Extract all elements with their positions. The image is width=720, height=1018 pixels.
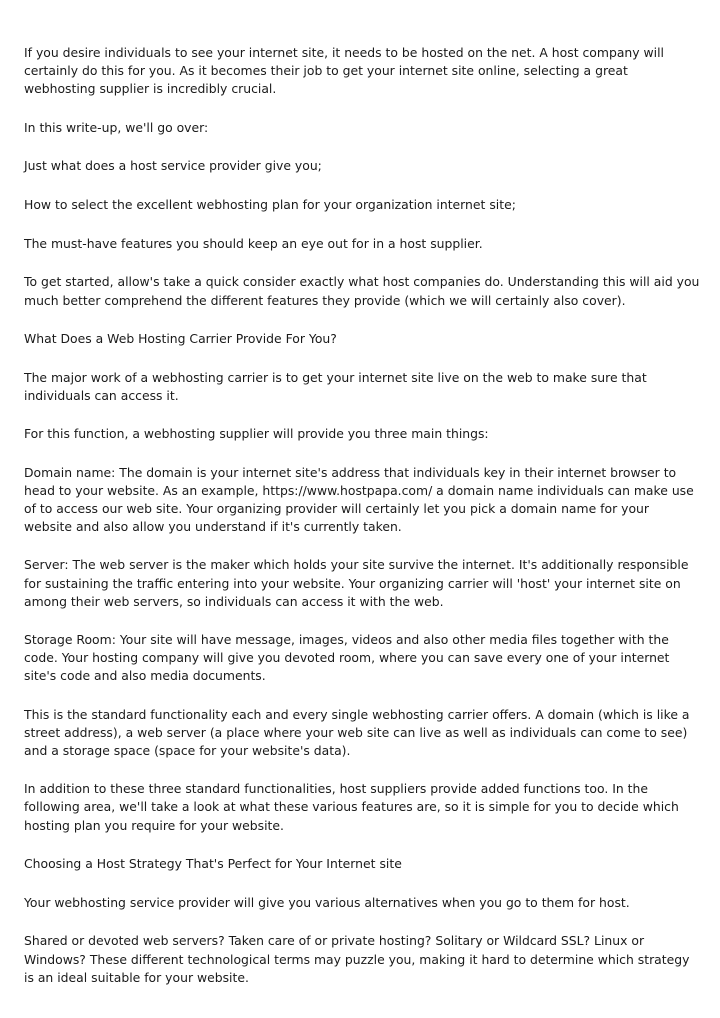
paragraph-point-2: How to select the excellent webhosting plan for your organization internet site; [24, 197, 516, 213]
paragraph-domain-name: Domain name: The domain is your internet site's address that individuals key in their internet browser to head to your website. As an example, https://www.hostpapa.com/ a domain name individuals can make use of to access our web site. Your organizing provider will certainly let you pick a domain name for your website and also allow you understand if it's currently taken. [24, 464, 694, 535]
paragraph-standard-functionality: This is the standard functionality each and every single webhosting carrier offers. A domain (which is like a street address), a web server (a place where your web site can live as well as individuals can come to see) and a storage space (space for your website's data). [24, 706, 690, 759]
section-heading-choosing: Choosing a Host Strategy That's Perfect for Your Internet site [24, 855, 402, 871]
paragraph-three-things: For this function, a webhosting supplier will provide you three main things: [24, 425, 489, 441]
paragraph-intro: If you desire individuals to see your internet site, it needs to be hosted on the net. A host company will certainly do this for you. As it becomes their job to get your internet site online, selecting a great webhosting supplier is incredibly crucial. [24, 45, 664, 97]
paragraph-getting-started: To get started, allow's take a quick consider exactly what host companies do. Understanding this will aid you much better comprehend the different features they provide (which we will certainly also cover). [24, 274, 700, 308]
paragraph-alternatives: Your webhosting service provider will give you various alternatives when you go to them for host. [24, 894, 630, 910]
document-body [24, 44, 700, 1007]
paragraph-overview-lead: In this write-up, we'll go over: [24, 119, 209, 135]
paragraph-technical-terms: Shared or devoted web servers? Taken care of or private hosting? Solitary or Wildcard SSL? Linux or Windows? These different technological terms may puzzle you, making it hard to determine which strategy is an ideal suitable for your website. [24, 933, 690, 985]
paragraph-server: Server: The web server is the maker which holds your site survive the internet. It's additionally responsible for sustaining the traffic entering into your website. Your organizing carrier will 'host' your internet site on among their web servers, so individuals can access it with the web. [24, 557, 689, 609]
paragraph-added-functions: In addition to these three standard functionalities, host suppliers provide added functions too. In the following area, we'll take a look at what these various features are, so it is simple for you to decide which hosting plan you require for your website. [24, 781, 679, 833]
section-heading-what-does: What Does a Web Hosting Carrier Provide For You? [24, 330, 337, 346]
paragraph-storage-room: Storage Room: Your site will have message, images, videos and also other media files together with the code. Your hosting company will give you devoted room, where you can save every one of your internet site's code and also media documents. [24, 632, 670, 684]
paragraph-point-1: Just what does a host service provider give you; [24, 158, 322, 174]
paragraph-major-work: The major work of a webhosting carrier is to get your internet site live on the web to make sure that individuals can access it. [24, 369, 647, 403]
paragraph-point-3: The must-have features you should keep an eye out for in a host supplier. [24, 235, 483, 251]
